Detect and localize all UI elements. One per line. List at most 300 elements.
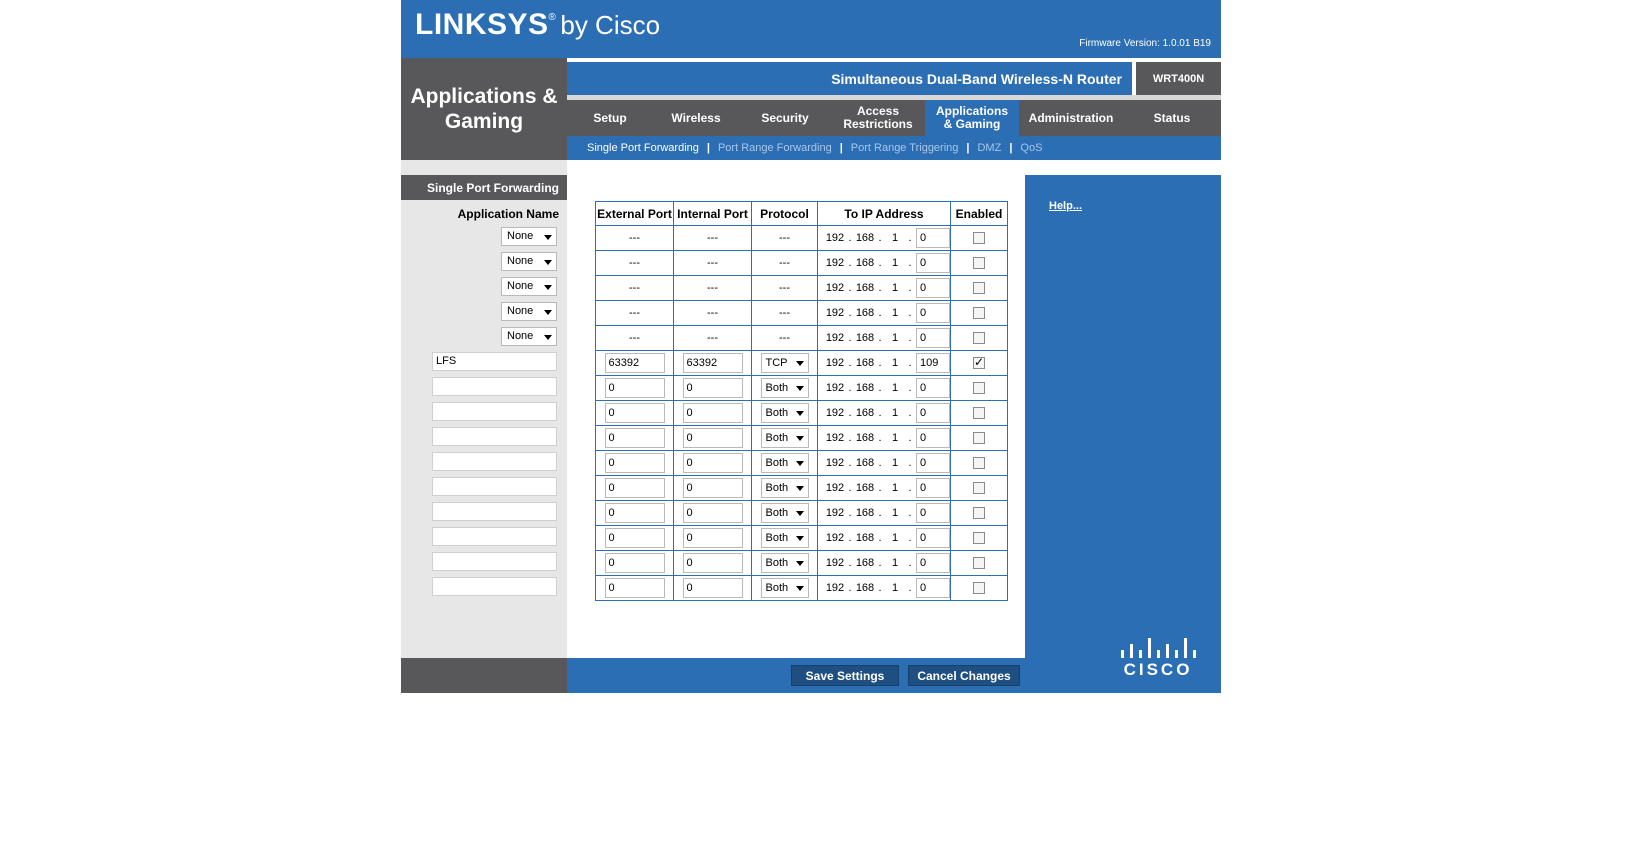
ip-octet: 168 xyxy=(855,257,875,269)
internal-port-cell xyxy=(674,501,752,526)
table-row xyxy=(596,376,1008,401)
ip-dot: . xyxy=(878,332,882,344)
enabled-checkbox[interactable] xyxy=(973,332,985,344)
ip-octet: 168 xyxy=(855,407,875,419)
protocol-cell xyxy=(752,476,818,501)
protocol-select[interactable] xyxy=(761,478,809,498)
section-title-line1: Applications & xyxy=(410,85,558,108)
protocol-select-value: Both xyxy=(765,432,789,444)
protocol-value: --- xyxy=(779,232,790,244)
protocol-select[interactable] xyxy=(761,503,809,523)
ip-octet: 168 xyxy=(855,357,875,369)
content-top-border xyxy=(567,160,1221,168)
ip-octet: 192 xyxy=(825,457,845,469)
external-port-input[interactable]: 0 xyxy=(605,553,665,573)
external-port-input[interactable]: 0 xyxy=(605,453,665,473)
subnav-separator: | xyxy=(966,142,970,154)
enabled-checkbox[interactable] xyxy=(973,382,985,394)
external-port-input[interactable]: 0 xyxy=(605,528,665,548)
ip-dot: . xyxy=(908,257,912,269)
table-row xyxy=(596,301,1008,326)
ip-octet: 1 xyxy=(891,457,899,469)
ip-dot: . xyxy=(908,432,912,444)
protocol-cell xyxy=(752,451,818,476)
ip-last-octet-input[interactable]: 0 xyxy=(916,453,950,473)
application-name-input[interactable] xyxy=(432,427,557,446)
enabled-checkbox[interactable] xyxy=(973,582,985,594)
enabled-cell xyxy=(951,251,1008,276)
ip-cell xyxy=(818,551,951,576)
ip-dot: . xyxy=(878,232,882,244)
table-row xyxy=(596,401,1008,426)
ip-octet: 168 xyxy=(855,557,875,569)
ip-address-field xyxy=(818,328,950,348)
cisco-logo xyxy=(1118,638,1198,683)
router-name: Simultaneous Dual-Band Wireless-N Router xyxy=(831,71,1122,87)
ip-octet: 168 xyxy=(855,482,875,494)
ip-last-octet-input[interactable]: 0 xyxy=(916,553,950,573)
internal-port-cell xyxy=(674,451,752,476)
router-admin-page xyxy=(401,0,1221,693)
ip-dot: . xyxy=(848,557,852,569)
enabled-checkbox[interactable] xyxy=(973,407,985,419)
external-port-value: --- xyxy=(629,332,640,344)
protocol-value: --- xyxy=(779,257,790,269)
subtab-single-port-forwarding[interactable]: Single Port Forwarding xyxy=(587,142,699,154)
header-protocol: Protocol xyxy=(752,202,818,226)
cisco-bars-icon xyxy=(1118,638,1198,660)
section-title xyxy=(401,58,567,160)
port-forwarding-rows xyxy=(596,226,1008,601)
ip-last-octet-input[interactable]: 0 xyxy=(916,328,950,348)
ip-octet: 1 xyxy=(891,282,899,294)
application-name-input[interactable] xyxy=(432,477,557,496)
section-title-line2: Gaming xyxy=(444,110,524,133)
tab-status[interactable]: Status xyxy=(1153,110,1191,125)
table-row xyxy=(596,251,1008,276)
main-nav xyxy=(567,100,1221,136)
ip-dot: . xyxy=(908,407,912,419)
ip-cell xyxy=(818,501,951,526)
subnav-separator: | xyxy=(706,142,710,154)
ip-dot: . xyxy=(878,482,882,494)
table-row xyxy=(596,451,1008,476)
ip-dot: . xyxy=(848,532,852,544)
ip-dot: . xyxy=(908,582,912,594)
application-select-value: None xyxy=(507,255,534,267)
protocol-select[interactable] xyxy=(761,578,809,598)
ip-dot: . xyxy=(848,457,852,469)
ip-cell xyxy=(818,451,951,476)
protocol-value: --- xyxy=(779,282,790,294)
internal-port-input[interactable]: 0 xyxy=(683,528,743,548)
footer-bar xyxy=(567,658,1025,693)
ip-octet: 1 xyxy=(891,557,899,569)
enabled-checkbox[interactable] xyxy=(973,532,985,544)
ip-octet: 168 xyxy=(855,457,875,469)
internal-port-input[interactable]: 63392 xyxy=(683,353,743,373)
ip-octet: 1 xyxy=(891,257,899,269)
application-name-label: Application Name xyxy=(457,207,559,221)
ip-address-field xyxy=(818,553,950,573)
application-select-value: None xyxy=(507,330,534,342)
ip-last-octet-input[interactable]: 0 xyxy=(916,303,950,323)
ip-octet: 192 xyxy=(825,407,845,419)
ip-octet: 1 xyxy=(891,357,899,369)
protocol-select-value: Both xyxy=(765,557,789,569)
ip-address-field xyxy=(818,503,950,523)
application-select[interactable] xyxy=(501,302,557,321)
cancel-changes-button[interactable]: Cancel Changes xyxy=(908,665,1020,686)
table-row xyxy=(596,226,1008,251)
ip-octet: 192 xyxy=(825,307,845,319)
ip-last-octet-input[interactable]: 0 xyxy=(916,503,950,523)
enabled-cell xyxy=(951,426,1008,451)
application-name-input[interactable] xyxy=(432,527,557,546)
ip-octet: 168 xyxy=(855,382,875,394)
ip-cell xyxy=(818,526,951,551)
protocol-cell xyxy=(752,576,818,601)
ip-dot: . xyxy=(848,582,852,594)
ip-dot: . xyxy=(878,357,882,369)
help-column xyxy=(1025,175,1221,693)
ip-dot: . xyxy=(848,282,852,294)
ip-dot: . xyxy=(908,282,912,294)
protocol-select-value: Both xyxy=(765,457,789,469)
protocol-cell xyxy=(752,426,818,451)
internal-port-cell xyxy=(674,376,752,401)
ip-octet: 168 xyxy=(855,432,875,444)
internal-port-cell xyxy=(674,476,752,501)
ip-dot: . xyxy=(878,307,882,319)
ip-address-field xyxy=(818,453,950,473)
subtab-port-range-forwarding[interactable]: Port Range Forwarding xyxy=(717,142,832,154)
enabled-cell xyxy=(951,376,1008,401)
internal-port-cell xyxy=(674,326,752,351)
ip-dot: . xyxy=(878,557,882,569)
enabled-cell xyxy=(951,551,1008,576)
ip-address-field xyxy=(818,353,950,373)
internal-port-input[interactable]: 0 xyxy=(683,378,743,398)
external-port-input[interactable]: 0 xyxy=(605,403,665,423)
internal-port-cell xyxy=(674,526,752,551)
ip-dot: . xyxy=(848,307,852,319)
internal-port-input[interactable]: 0 xyxy=(683,478,743,498)
internal-port-input[interactable]: 0 xyxy=(683,403,743,423)
enabled-checkbox[interactable] xyxy=(973,457,985,469)
table-row xyxy=(596,526,1008,551)
protocol-select[interactable] xyxy=(761,453,809,473)
header-external-port: External Port xyxy=(596,202,674,226)
ip-octet: 1 xyxy=(891,532,899,544)
enabled-checkbox[interactable] xyxy=(973,557,985,569)
external-port-input[interactable]: 0 xyxy=(605,503,665,523)
protocol-cell xyxy=(752,226,818,251)
chevron-down-icon xyxy=(544,260,552,265)
internal-port-input[interactable]: 0 xyxy=(683,578,743,598)
header-internal-port: Internal Port xyxy=(674,202,752,226)
internal-port-cell xyxy=(674,426,752,451)
protocol-select[interactable] xyxy=(761,553,809,573)
external-port-input[interactable]: 0 xyxy=(605,378,665,398)
ip-cell xyxy=(818,576,951,601)
ip-dot: . xyxy=(908,457,912,469)
subtab-dmz[interactable]: DMZ xyxy=(977,142,1002,154)
ip-octet: 168 xyxy=(855,307,875,319)
ip-cell xyxy=(818,426,951,451)
ip-octet: 168 xyxy=(855,332,875,344)
tab-wireless[interactable]: Wireless xyxy=(671,110,721,125)
ip-last-octet-input[interactable]: 0 xyxy=(916,378,950,398)
enabled-checkbox[interactable] xyxy=(973,357,985,369)
internal-port-input[interactable]: 0 xyxy=(683,453,743,473)
protocol-cell xyxy=(752,551,818,576)
protocol-cell xyxy=(752,276,818,301)
protocol-cell xyxy=(752,526,818,551)
internal-port-cell xyxy=(674,351,752,376)
external-port-cell xyxy=(596,301,674,326)
tab-security[interactable]: Security xyxy=(761,110,809,125)
protocol-select-value: Both xyxy=(765,382,789,394)
chevron-down-icon xyxy=(796,461,804,466)
protocol-select[interactable] xyxy=(761,353,809,373)
enabled-checkbox[interactable] xyxy=(973,257,985,269)
protocol-select-value: Both xyxy=(765,582,789,594)
enabled-checkbox[interactable] xyxy=(973,507,985,519)
chevron-down-icon xyxy=(796,511,804,516)
internal-port-value: --- xyxy=(707,257,718,269)
chevron-down-icon xyxy=(544,310,552,315)
internal-port-cell xyxy=(674,576,752,601)
ip-octet: 1 xyxy=(891,482,899,494)
external-port-cell xyxy=(596,476,674,501)
registered-mark: ® xyxy=(548,12,556,23)
external-port-input[interactable]: 0 xyxy=(605,428,665,448)
internal-port-input[interactable]: 0 xyxy=(683,503,743,523)
application-name-input[interactable] xyxy=(432,577,557,596)
ip-dot: . xyxy=(878,282,882,294)
chevron-down-icon xyxy=(796,386,804,391)
external-port-cell xyxy=(596,551,674,576)
ip-last-octet-input[interactable]: 0 xyxy=(916,478,950,498)
subnav-separator: | xyxy=(839,142,843,154)
protocol-select-value: Both xyxy=(765,407,789,419)
ip-dot: . xyxy=(908,507,912,519)
protocol-select[interactable] xyxy=(761,403,809,423)
external-port-input[interactable]: 63392 xyxy=(605,353,665,373)
protocol-select[interactable] xyxy=(761,378,809,398)
application-name-input[interactable]: LFS xyxy=(432,352,557,371)
ip-last-octet-input[interactable]: 0 xyxy=(916,278,950,298)
ip-dot: . xyxy=(848,432,852,444)
tab-setup[interactable]: Setup xyxy=(593,110,627,125)
ip-octet: 192 xyxy=(825,232,845,244)
ip-dot: . xyxy=(848,382,852,394)
application-name-input[interactable] xyxy=(432,402,557,421)
table-row xyxy=(596,576,1008,601)
application-select[interactable] xyxy=(501,327,557,346)
ip-dot: . xyxy=(908,382,912,394)
subtab-qos[interactable]: QoS xyxy=(1020,142,1043,154)
ip-octet: 168 xyxy=(855,232,875,244)
enabled-cell xyxy=(951,276,1008,301)
ip-last-octet-input[interactable]: 109 xyxy=(916,353,950,373)
ip-last-octet-input[interactable]: 0 xyxy=(916,403,950,423)
external-port-input[interactable]: 0 xyxy=(605,478,665,498)
ip-dot: . xyxy=(848,257,852,269)
table-row xyxy=(596,476,1008,501)
ip-last-octet-input[interactable]: 0 xyxy=(916,228,950,248)
ip-octet: 1 xyxy=(891,307,899,319)
internal-port-value: --- xyxy=(707,307,718,319)
tab-applications-gaming[interactable]: Applications & Gaming xyxy=(925,100,1019,136)
internal-port-cell xyxy=(674,401,752,426)
ip-address-field xyxy=(818,403,950,423)
protocol-select-value: Both xyxy=(765,507,789,519)
external-port-input[interactable]: 0 xyxy=(605,578,665,598)
ip-octet: 192 xyxy=(825,382,845,394)
external-port-cell xyxy=(596,501,674,526)
chevron-down-icon xyxy=(796,486,804,491)
protocol-select[interactable] xyxy=(761,428,809,448)
chevron-down-icon xyxy=(796,361,804,366)
sub-nav xyxy=(567,136,1221,160)
ip-octet: 192 xyxy=(825,557,845,569)
enabled-cell xyxy=(951,501,1008,526)
brand-suffix: by Cisco xyxy=(560,10,661,40)
external-port-cell xyxy=(596,226,674,251)
application-name-input[interactable] xyxy=(432,377,557,396)
enabled-cell xyxy=(951,401,1008,426)
table-row xyxy=(596,351,1008,376)
ip-dot: . xyxy=(878,257,882,269)
ip-cell xyxy=(818,226,951,251)
table-row xyxy=(596,276,1008,301)
ip-dot: . xyxy=(848,407,852,419)
chevron-down-icon xyxy=(544,285,552,290)
ip-last-octet-input[interactable]: 0 xyxy=(916,528,950,548)
protocol-cell xyxy=(752,376,818,401)
external-port-cell xyxy=(596,251,674,276)
application-name-input[interactable] xyxy=(432,552,557,571)
ip-octet: 192 xyxy=(825,332,845,344)
tab-access-restrictions[interactable]: Access Restrictions xyxy=(843,104,913,131)
ip-octet: 192 xyxy=(825,357,845,369)
protocol-select[interactable] xyxy=(761,528,809,548)
footer-left xyxy=(401,658,567,693)
ip-dot: . xyxy=(848,357,852,369)
tab-administration[interactable]: Administration xyxy=(1028,110,1114,125)
protocol-cell xyxy=(752,326,818,351)
ip-dot: . xyxy=(848,507,852,519)
header-to-ip-address: To IP Address xyxy=(818,202,951,226)
main-content xyxy=(567,168,1024,658)
external-port-cell xyxy=(596,451,674,476)
application-select[interactable] xyxy=(501,252,557,271)
internal-port-cell xyxy=(674,251,752,276)
linksys-logo xyxy=(415,8,660,42)
ip-octet: 1 xyxy=(891,582,899,594)
ip-dot: . xyxy=(908,357,912,369)
ip-octet: 168 xyxy=(855,282,875,294)
internal-port-value: --- xyxy=(707,232,718,244)
internal-port-cell xyxy=(674,301,752,326)
ip-cell xyxy=(818,476,951,501)
external-port-cell xyxy=(596,526,674,551)
ip-last-octet-input[interactable]: 0 xyxy=(916,428,950,448)
table-row xyxy=(596,551,1008,576)
enabled-checkbox[interactable] xyxy=(973,282,985,294)
ip-address-field xyxy=(818,428,950,448)
chevron-down-icon xyxy=(796,586,804,591)
ip-octet: 1 xyxy=(891,382,899,394)
ip-dot: . xyxy=(908,482,912,494)
enabled-checkbox[interactable] xyxy=(973,307,985,319)
ip-octet: 192 xyxy=(825,432,845,444)
protocol-cell xyxy=(752,351,818,376)
ip-dot: . xyxy=(878,432,882,444)
external-port-cell xyxy=(596,376,674,401)
ip-address-field xyxy=(818,528,950,548)
internal-port-input[interactable]: 0 xyxy=(683,553,743,573)
enabled-checkbox[interactable] xyxy=(973,232,985,244)
ip-dot: . xyxy=(878,507,882,519)
ip-octet: 1 xyxy=(891,407,899,419)
ip-address-field xyxy=(818,228,950,248)
subtab-port-range-triggering[interactable]: Port Range Triggering xyxy=(850,142,959,154)
chevron-down-icon xyxy=(796,536,804,541)
ip-cell xyxy=(818,351,951,376)
enabled-cell xyxy=(951,576,1008,601)
ip-dot: . xyxy=(908,332,912,344)
firmware-version: Firmware Version: 1.0.01 B19 xyxy=(1079,38,1211,49)
external-port-value: --- xyxy=(629,307,640,319)
application-name-input[interactable] xyxy=(432,452,557,471)
enabled-cell xyxy=(951,326,1008,351)
enabled-checkbox[interactable] xyxy=(973,482,985,494)
left-section-heading: Single Port Forwarding xyxy=(401,175,567,200)
ip-dot: . xyxy=(848,232,852,244)
save-settings-button[interactable]: Save Settings xyxy=(791,665,899,686)
ip-dot: . xyxy=(848,482,852,494)
ip-octet: 1 xyxy=(891,232,899,244)
left-column xyxy=(401,160,567,658)
internal-port-cell xyxy=(674,551,752,576)
ip-last-octet-input[interactable]: 0 xyxy=(916,578,950,598)
ip-last-octet-input[interactable]: 0 xyxy=(916,253,950,273)
chevron-down-icon xyxy=(796,436,804,441)
subnav-separator: | xyxy=(1009,142,1013,154)
brand-name: LINKSYS xyxy=(415,8,549,41)
application-name-input[interactable] xyxy=(432,502,557,521)
application-select[interactable] xyxy=(501,277,557,296)
table-header-row xyxy=(596,202,1008,226)
ip-octet: 192 xyxy=(825,482,845,494)
enabled-checkbox[interactable] xyxy=(973,432,985,444)
help-link[interactable]: Help... xyxy=(1049,200,1083,212)
application-select[interactable] xyxy=(501,227,557,246)
protocol-cell xyxy=(752,401,818,426)
external-port-cell xyxy=(596,426,674,451)
ip-octet: 192 xyxy=(825,282,845,294)
internal-port-input[interactable]: 0 xyxy=(683,428,743,448)
protocol-cell xyxy=(752,301,818,326)
ip-address-field xyxy=(818,378,950,398)
enabled-cell xyxy=(951,351,1008,376)
ip-cell xyxy=(818,251,951,276)
external-port-cell xyxy=(596,276,674,301)
protocol-value: --- xyxy=(779,332,790,344)
